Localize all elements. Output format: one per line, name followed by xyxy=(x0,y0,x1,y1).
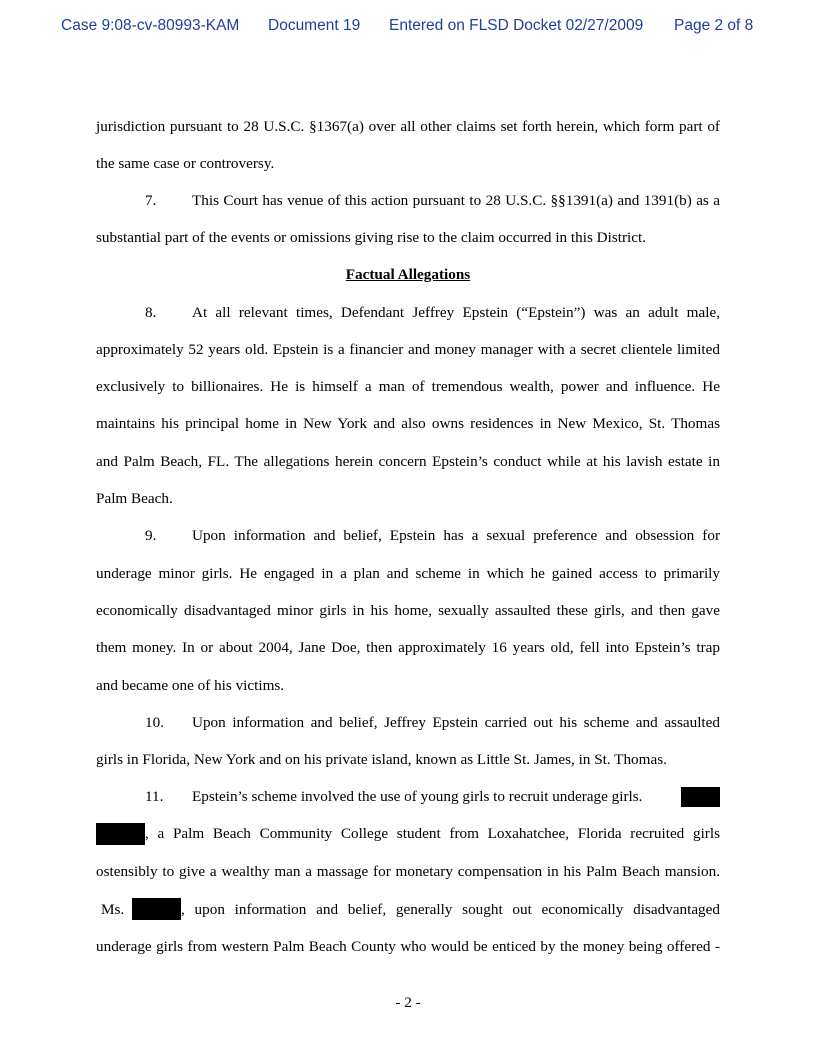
page-of-pages: Page 2 of 8 xyxy=(674,17,754,34)
paragraph-line: This Court has venue of this action pursuant to 28 U.S.C. §§1391(a) and 1391(b) as a xyxy=(192,192,720,209)
paragraph-number: 10. xyxy=(145,714,164,731)
paragraph-line: economically disadvantaged minor girls in his home, sexually assaulted these girls, and then gave xyxy=(96,602,720,619)
paragraph-number: 7. xyxy=(145,192,157,209)
redaction-box xyxy=(681,787,720,807)
paragraph-line: Upon information and belief, Jeffrey Epstein carried out his scheme and assaulted xyxy=(192,714,720,731)
paragraph-line: Ms. xyxy=(101,901,125,918)
paragraph-line: underage minor girls. He engaged in a plan and scheme in which he gained access to primarily xyxy=(96,565,720,582)
paragraph-line: the same case or controversy. xyxy=(96,155,275,172)
paragraph-line: underage girls from western Palm Beach County who would be enticed by the money being offered - xyxy=(96,938,720,955)
paragraph-line: jurisdiction pursuant to 28 U.S.C. §1367(a) over all other claims set forth herein, which form part of xyxy=(96,118,720,135)
paragraph-number: 11. xyxy=(145,788,164,805)
paragraph-line: maintains his principal home in New York and also owns residences in New Mexico, St. Thomas xyxy=(96,415,720,432)
paragraph-number: 8. xyxy=(145,304,157,321)
paragraph-line: approximately 52 years old. Epstein is a financier and money manager with a secret clientele limited xyxy=(96,341,720,358)
page-number: - 2 - xyxy=(395,994,421,1011)
paragraph-line: , upon information and belief, generally sought out economically disadvantaged xyxy=(181,901,720,918)
ecf-header xyxy=(0,17,816,39)
paragraph-line: them money. In or about 2004, Jane Doe, then approximately 16 years old, fell into Epstein’s trap xyxy=(96,639,720,656)
paragraph-line: At all relevant times, Defendant Jeffrey Epstein (“Epstein”) was an adult male, xyxy=(192,304,720,321)
paragraph-number: 9. xyxy=(145,527,157,544)
docket-entry-date: Entered on FLSD Docket 02/27/2009 xyxy=(389,17,644,34)
paragraph-line: and Palm Beach, FL. The allegations herein concern Epstein’s conduct while at his lavish estate in xyxy=(96,453,720,470)
paragraph-line: and became one of his victims. xyxy=(96,677,285,694)
paragraph-line: Epstein’s scheme involved the use of young girls to recruit underage girls. xyxy=(192,788,643,805)
case-number: Case 9:08-cv-80993-KAM xyxy=(61,17,240,34)
redaction-box xyxy=(132,898,181,920)
paragraph-line: girls in Florida, New York and on his private island, known as Little St. James, in St. Thomas. xyxy=(96,751,667,768)
paragraph-line: exclusively to billionaires. He is himself a man of tremendous wealth, power and influence. He xyxy=(96,378,720,395)
paragraph-line: Palm Beach. xyxy=(96,490,173,507)
paragraph-line: substantial part of the events or omissions giving rise to the claim occurred in this District. xyxy=(96,229,647,246)
section-heading: Factual Allegations xyxy=(345,266,471,283)
paragraph-line: ostensibly to give a wealthy man a massage for monetary compensation in his Palm Beach mansion. xyxy=(96,863,720,880)
redaction-box xyxy=(96,823,145,845)
paragraph-line: Upon information and belief, Epstein has a sexual preference and obsession for xyxy=(192,527,720,544)
paragraph-line: , a Palm Beach Community College student from Loxahatchee, Florida recruited girls xyxy=(145,825,720,842)
document-number: Document 19 xyxy=(268,17,361,34)
